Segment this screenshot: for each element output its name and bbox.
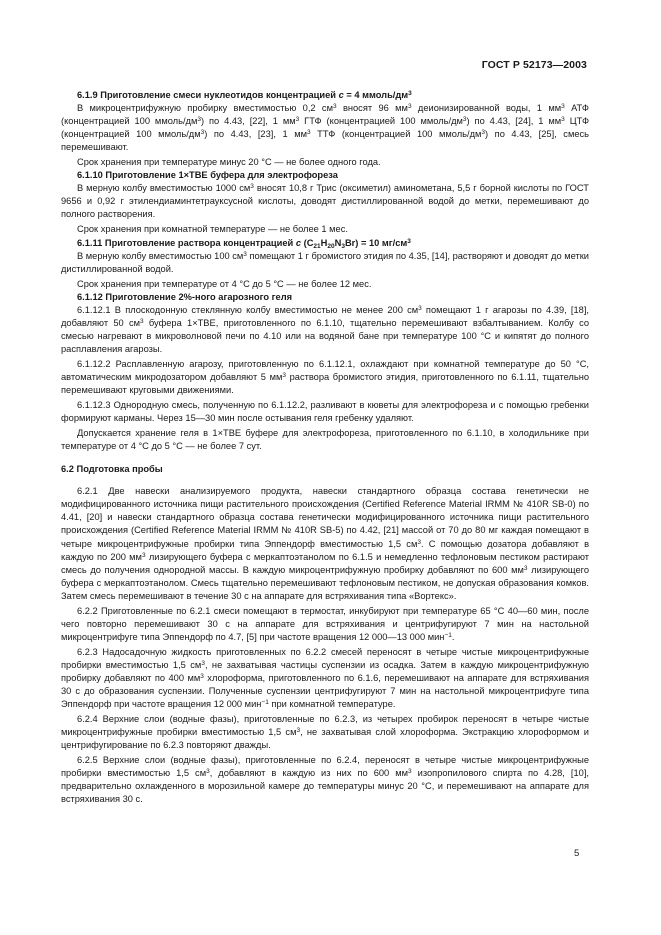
storage-6-1-10: Срок хранения при комнатной температуре — не более 1 мес. [77, 224, 348, 235]
paragraph-6-1-11: В мерную колбу вместимостью 100 $см^3$ помещают 1 г бромистого этидия по 4.35, [14], растворяют и доводят до метки дистиллированной водой. [61, 250, 589, 274]
paragraph-6-1-12-2: 6.1.12.2 Расплавленную агарозу, приготовленную по 6.1.12.1, охлаждают при комнатной температуре до 50 °С, автоматическим микродозатором добавляют 5 $мм^3$ раствора бромистого этидия, приготовленного по 6.1.11, тщательно перемешивают круговыми движениями. [61, 358, 589, 396]
paragraph-6-1-10: В мерную колбу вместимостью 1000 $см^3$ вносят 10,8 г Трис (оксиметил) аминометана, 5,5 г борной кислоты по ГОСТ 9656 и 0,92 г этилендиаминтетрауксусной кислоты, доводят дистиллированной водой до метки, перемешивают до полного растворения. [61, 183, 589, 220]
heading-6-1-12: 6.1.12 Приготовление 2%-ного агарозного геля [77, 291, 293, 302]
paragraph-6-2-4: 6.2.4 Верхние слои (водные фазы), приготовленные по 6.2.3, из четырех пробирок переносят в четыре чистые микроцентрифужные пробирки вместимостью 1,5 $см^3$, не захватывая слой хлороформа. Экстракцию хлороформом и центрифугирование по 6.2.3 повторяют дважды. [61, 714, 590, 751]
paragraph-6-1-9: В микроцентрифужную пробирку вместимостью 0,2 $см^3$ вносят 96 $мм^3$ деионизированной воды, 1 $мм^3$ АТФ (концентрацией 100 ммоль/$дм^3$) по 4.43, [22], 1 $мм^3$ ГТФ (концентрацией 100 ммоль/$дм^3$) по 4.43, [24], 1 $мм^3$ ЦТФ (концентрацией 100 ммоль/$дм^3$) по 4.43, [23], 1 $мм^3$ ТТФ (концентрацией 100 ммоль/$дм^3$) по 4.43, [25], смесь перемешивают. [61, 103, 590, 153]
paragraph-6-1-12-3: 6.1.12.3 Однородную смесь, полученную по 6.1.12.2, разливают в кюветы для электрофореза и с помощью гребенки формируют карманы. Через 15—30 мин после остывания геля гребенку удаляют. [61, 400, 589, 424]
paragraph-6-2-2: 6.2.2 Приготовленные по 6.2.1 смеси помещают в термостат, инкубируют при температуре 65 °С 40—60 мин, после чего повторно перемешивают 30 с на аппарате для встряхивания и центрифугируют 7 мин на настольной микроцентрифуге типа Эппендорф по 4.7, [5] при частоте вращения 12 000—13 000 мин$^{-1}$. [61, 605, 589, 642]
heading-6-1-11: 6.1.11 Приготовление раствора концентрацией c $(C_{21}H_{20}N_3Br) = 10$ $мг/см^3$ [77, 237, 411, 250]
paragraph-6-1-12-1: 6.1.12.1 В плоскодонную стеклянную колбу вместимостью не менее 200 $см^3$ помещают 1 г агарозы по 4.39, [18], добавляют 50 $см^3$ буфера 1×ТВЕ, приготовленного по 6.1.10, тщательно перемешивают взбалтыванием. Колбу со смесью нагревают в микроволновой печи по 4.10 или на водяной бане при температуре 100 °С и кипятят до полного расплавления агарозы. [61, 304, 589, 354]
standard-header: ГОСТ Р 52173—2003 [481, 59, 587, 71]
storage-6-1-9: Срок хранения при температуре минус 20 °С — не более одного года. [77, 157, 381, 168]
heading-6-1-9: 6.1.9 Приготовление смеси нуклеотидов концентрацией c = 4 ммоль/$дм^3$ [77, 90, 412, 100]
heading-6-1-10: 6.1.10 Приготовление 1×ТВЕ буфера для электрофореза [77, 170, 338, 181]
paragraph-6-2-1: 6.2.1 Две навески анализируемого продукта, навески стандартного образца состава генетически не модифицированного источника пищи растительного происхождения (Certified Reference Material IRMM № 410R SB-0) по 4.41, [20] и навески стандартного образца состава генетически модифицированного источника пищи растительного происхождения (Certified Reference Material IRMM № 410R SB-5) по 4.42, [21] массой от 70 до 80 мг каждая помещают в четыре микроцентрифужные пробирки типа Эппендорф вместимостью 1,5 $см^3$. С помощью дозатора добавляют в каждую по 200 $мм^3$ лизирующего буфера с меркаптоэтанолом по 6.1.5 и немедленно тефлоновым пестиком растирают смесь до получения однородной массы. В каждую микроцентрифужную пробирку добавляют по 600 $мм^3$ лизирующего буфера с меркаптоэтанолом. Смесь тщательно перемешивают тефлоновым пестиком, не допуская образования комков. Затем смесь перемешивают в течение 30 с на аппарате для встряхивания типа «Вортекс». [61, 486, 590, 601]
storage-6-1-11: Срок хранения при температуре от 4 °С до 5 °С — не более 12 мес. [77, 278, 372, 289]
paragraph-6-2-3: 6.2.3 Надосадочную жидкость приготовленных по 6.2.2 смесей переносят в четыре чистые микроцентрифужные пробирки вместимостью 1,5 $см^3$, не захватывая частицы суспензии из осадка. Затем в каждую микроцентрифужную пробирку добавляют по 400 $мм^3$ хлороформа, приготовленного по 6.1.6, перемешивают на аппарате для встряхивания 30 с до образования суспензии. Полученные суспензии центрифугируют 7 мин на настольной микроцентрифуге типа Эппендорф при частоте вращения 12 000 мин$^{-1}$ при комнатной температуре. [61, 646, 589, 710]
paragraph-gel-storage: Допускается хранение геля в 1×ТВЕ буфере для электрофореза, приготовленного по 6.1.10, в холодильнике при температуре от 4 °С до 5 °С — не более 7 сут. [61, 428, 589, 452]
heading-6-2: 6.2 Подготовка пробы [61, 464, 163, 475]
page-body [61, 89, 589, 806]
page-number: 5 [574, 848, 580, 859]
paragraph-6-2-5: 6.2.5 Верхние слои (водные фазы), приготовленные по 6.2.4, переносят в четыре чистые микроцентрифужные пробирки вместимостью 1,5 $см^3$, добавляют в каждую из них по 600 $мм^3$ изопропилового спирта по 4.28, [10], предварительно охлажденного в морозильной камере до температуры минус 20 °С, и перемешивают на аппарате для встряхивания 30 с. [61, 755, 589, 805]
